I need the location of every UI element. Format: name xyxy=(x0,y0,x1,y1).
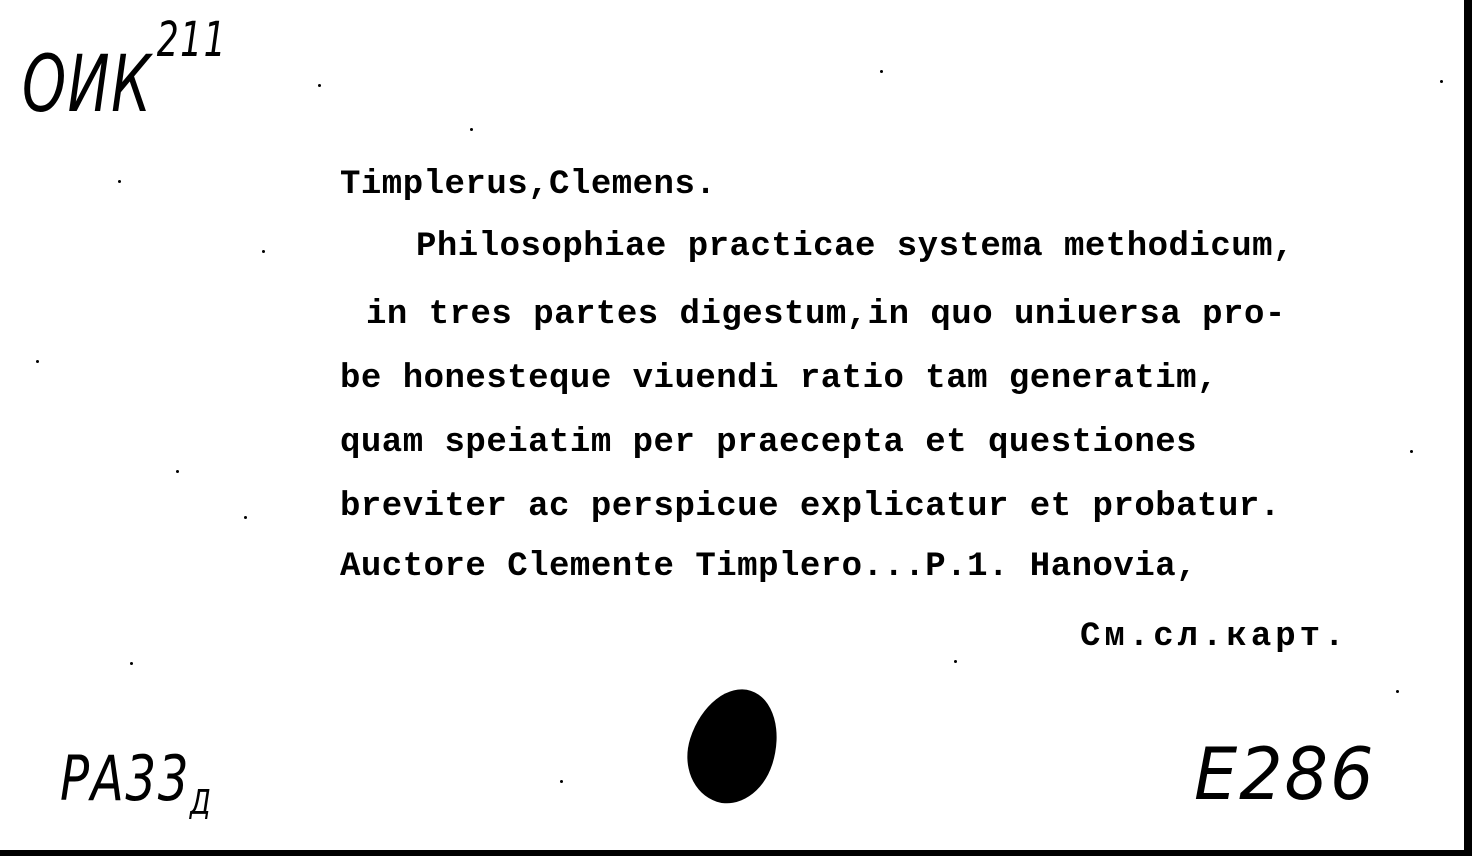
scan-speck xyxy=(262,250,265,253)
call-number-text: ОИК xyxy=(22,40,153,130)
shelf-mark-suffix: Д xyxy=(190,782,213,823)
call-number-superscript: 211 xyxy=(156,12,228,68)
title-line: quam speiatim per praecepta et questiones xyxy=(340,424,1198,462)
scan-speck xyxy=(244,516,247,519)
title-line: Philosophiae practicae systema methodicum, xyxy=(416,228,1294,266)
title-line: in tres partes digestum,in quo uniuersa pro- xyxy=(366,296,1286,334)
scan-speck xyxy=(470,128,473,131)
author-heading: Timplerus,Clemens. xyxy=(340,166,717,204)
scan-speck xyxy=(1440,80,1443,83)
imprint-line: Auctore Clemente Timplero...P.1. Hanovia, xyxy=(340,548,1198,586)
scan-speck xyxy=(130,662,133,665)
shelf-mark-text: РА33 xyxy=(60,742,191,815)
scan-speck xyxy=(1410,450,1413,453)
scan-speck xyxy=(954,660,957,663)
scan-speck xyxy=(318,84,321,87)
scan-speck xyxy=(1396,690,1399,693)
scan-speck xyxy=(880,70,883,73)
cross-reference-note: См.сл.карт. xyxy=(1080,618,1349,656)
accession-number: E286 xyxy=(1194,732,1376,816)
call-number xyxy=(22,12,228,130)
punch-hole xyxy=(674,678,792,815)
scan-speck xyxy=(560,780,563,783)
scan-speck xyxy=(176,470,179,473)
scan-speck xyxy=(118,180,121,183)
title-line: breviter ac perspicue explicatur et probatur. xyxy=(340,488,1281,526)
title-line: be honesteque viuendi ratio tam generatim, xyxy=(340,360,1218,398)
scan-speck xyxy=(36,360,39,363)
shelf-mark xyxy=(60,742,212,822)
